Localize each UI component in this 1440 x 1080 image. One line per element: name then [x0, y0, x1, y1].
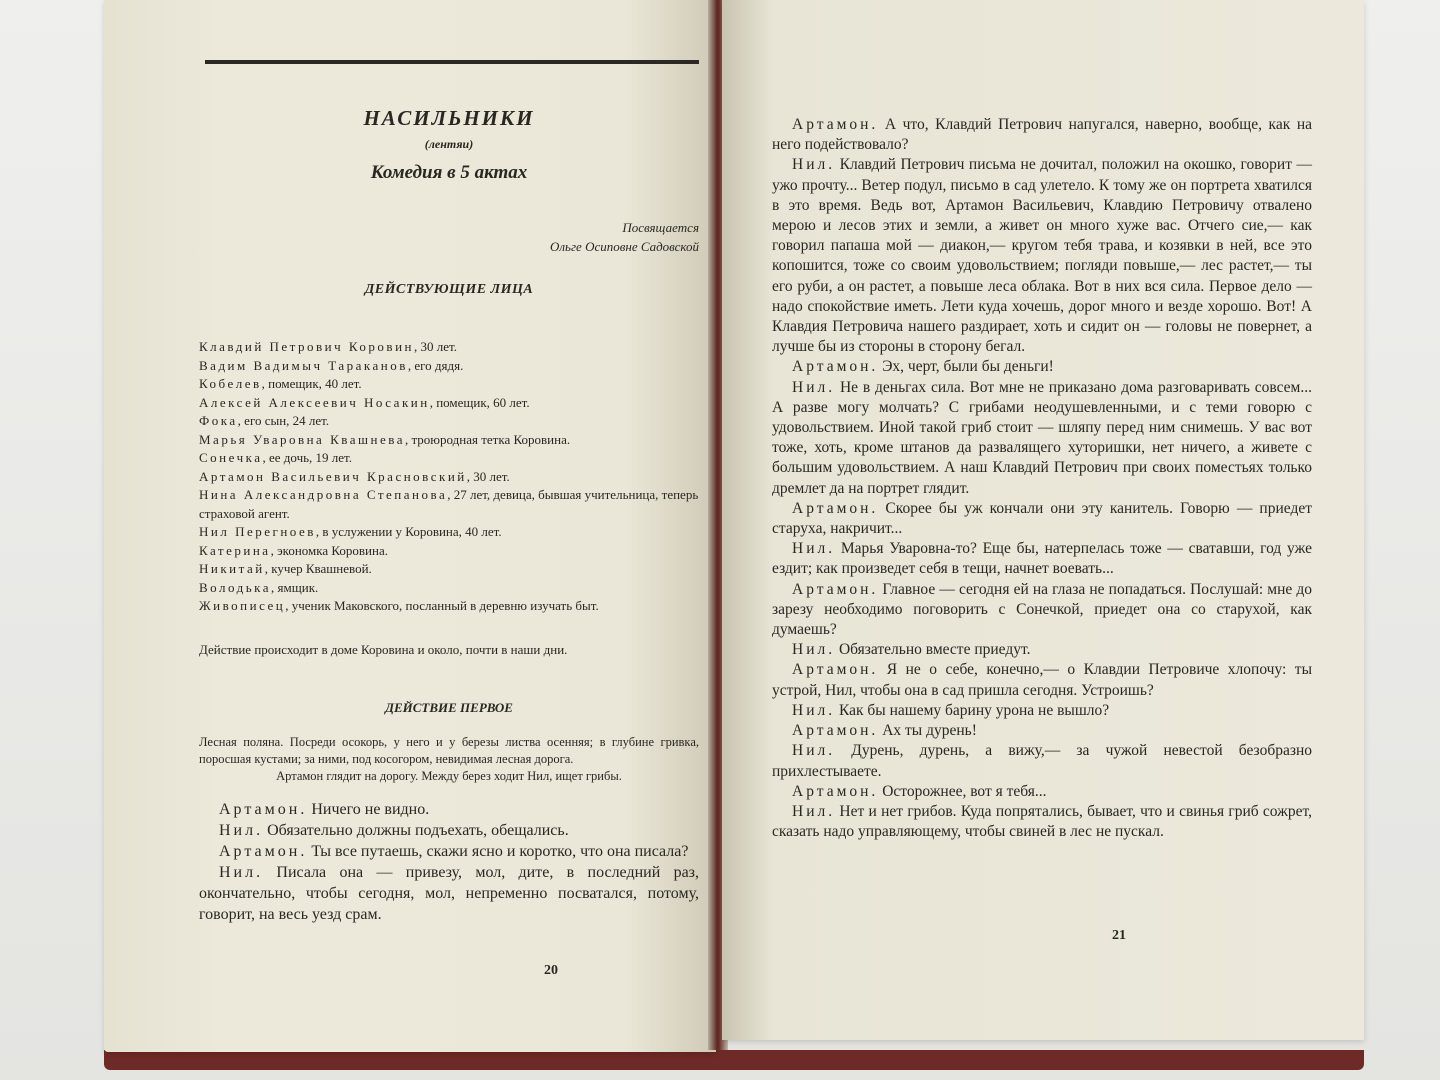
dialog-line: [772, 499, 1312, 539]
cast-item: [199, 431, 699, 450]
page-number: 21: [1112, 928, 1126, 943]
dialog-text: Не в деньгах сила. Вот мне не приказано дома разговаривать совсем... А разве могу молчать? С грибами неодушевленными, и с теми говорю с удовольствием. Иной такой гриб стоит — шляпу перед ним снимешь. У вас вот тоже, хоть, кроме штанов да развалящего хуторишки, нет ничего, а живете с большим удовольствием. А наш Клавдий Петрович при своих поместьях только дремлет да на портрет глядит.: [772, 378, 1312, 497]
cast-name: Живописец: [199, 598, 286, 613]
dialog-text: Главное — сегодня ей на глаза не попадаться. Послушай: мне до зарезу необходимо поговорить с Сонечкой, приедет она со старухой, как думаешь?: [772, 580, 1312, 639]
dialog-text: Дурень, дурень, а вижу,— за чужой невестой безобразно прихлестываете.: [772, 742, 1312, 780]
cast-name: Нина Александровна Степанова: [199, 487, 448, 502]
play-title: НАСИЛЬНИКИ: [363, 106, 535, 130]
dialog-text: Ты все путаешь, скажи ясно и коротко, что она писала?: [307, 842, 689, 860]
dedication-line: Ольге Осиповне Садовской: [550, 239, 699, 254]
dedication: [199, 218, 699, 256]
cast-heading: ДЕЙСТВУЮЩИЕ ЛИЦА: [364, 282, 534, 297]
speaker-name: Нил.: [792, 540, 836, 558]
cast-name: Кобелев: [199, 376, 262, 391]
cast-name: Никитай: [199, 561, 265, 576]
speaker-name: Нил.: [792, 378, 836, 396]
cast-name: Нил Перегноев: [199, 524, 316, 539]
dialog-text: Марья Уваровна-то? Еще бы, натерпелась тоже — сватавши, год уже ездит; как произведет себя в тещи, начнет воевать...: [772, 540, 1312, 578]
dialog-line: [772, 701, 1312, 721]
dialog-block: [199, 799, 699, 925]
cast-description: , ее дочь, 19 лет.: [262, 450, 353, 465]
play-subtitle: (лентяи): [424, 137, 474, 151]
stage-direction: [199, 734, 699, 785]
left-page-content: [199, 60, 699, 925]
cast-name: Артамон Васильевич Красновский: [199, 468, 467, 484]
cast-description: , кучер Квашневой.: [264, 561, 372, 576]
dialog-text: Ничего не видно.: [307, 800, 430, 818]
dialog-line: [772, 539, 1312, 579]
cast-description: , ямщик.: [271, 579, 319, 595]
dialog-line: [772, 721, 1312, 741]
dialog-line: [772, 640, 1312, 660]
header-rule: [205, 60, 699, 64]
speaker-name: Нил.: [792, 641, 836, 659]
speaker-name: Артамон.: [792, 116, 879, 133]
speaker-name: Нил.: [792, 742, 836, 760]
dialog-text: Эх, черт, были бы деньги!: [878, 358, 1054, 376]
dialog-line: [772, 155, 1312, 357]
cast-item: [199, 468, 699, 487]
dialog-text: Я не о себе, конечно,— о Клавдии Петровиче хлопочу: ты устрой, Нил, чтобы она в сад пришла сегодня. Устроишь?: [772, 661, 1312, 699]
cast-item: [199, 542, 699, 561]
dialog-line: [772, 802, 1312, 842]
dialog-text: Осторожнее, вот я тебя...: [878, 782, 1047, 800]
dialog-line: [772, 357, 1312, 377]
speaker-name: Нил.: [219, 821, 264, 839]
cast-description: , экономка Коровина.: [270, 542, 388, 558]
speaker-name: Артамон.: [792, 661, 879, 679]
cast-description: , его сын, 24 лет.: [237, 413, 330, 428]
cast-name: Алексей Алексеевич Носакин: [199, 394, 430, 410]
dialog-block: [772, 115, 1312, 842]
left-page: [104, 0, 716, 1052]
speaker-name: Артамон.: [792, 358, 879, 376]
speaker-name: Артамон.: [792, 499, 879, 517]
cast-description: , 27 лет, девица, бывшая учительница, теперь страховой агент.: [199, 487, 699, 521]
dialog-line: [772, 782, 1312, 802]
act-heading: ДЕЙСТВИЕ ПЕРВОЕ: [385, 699, 513, 715]
dialog-line: [772, 115, 1312, 155]
book-cover-edge: [104, 1050, 1364, 1070]
cast-name: Вадим Вадимыч Тараканов: [199, 357, 408, 373]
cast-item: [199, 338, 699, 357]
dialog-line: [199, 841, 699, 862]
cast-item: [199, 486, 699, 523]
cast-name: Клавдий Петрович Коровин: [199, 339, 414, 354]
speaker-name: Артамон.: [219, 842, 308, 860]
cast-item: [199, 597, 699, 616]
cast-item: [199, 560, 699, 579]
dialog-text: Ах ты дурень!: [878, 722, 977, 740]
dialog-line: [772, 580, 1312, 641]
dialog-text: Как бы нашему барину урона не вышло?: [835, 701, 1110, 719]
cast-description: , в услужении у Коровина, 40 лет.: [315, 524, 502, 539]
open-book: [104, 0, 1364, 1080]
cast-description: , ученик Маковского, посланный в деревню изучать быт.: [285, 598, 599, 613]
right-page: [722, 0, 1364, 1040]
dialog-text: Нет и нет грибов. Куда попрятались, бывает, что и свинья гриб сожрет, сказать надо управляющему, чтобы свиней в лес не пускал.: [772, 802, 1312, 841]
dialog-line: [772, 741, 1312, 781]
dialog-line: [199, 799, 699, 820]
setting-note: Действие происходит в доме Коровина и около, почти в наши дни.: [199, 641, 568, 657]
stage-direction-text: Лесная поляна. Посреди осокорь, у него и у березы листва осенняя; в глубине гривка, поросшая кустами; за ними, под косогором, невидимая лесная дорога.: [199, 734, 699, 766]
speaker-name: Артамон.: [219, 800, 308, 818]
cast-description: , помещик, 60 лет.: [429, 394, 530, 410]
cast-description: , его дядя.: [407, 357, 464, 373]
cast-item: [199, 394, 699, 413]
dialog-line: [772, 378, 1312, 499]
cast-name: Марья Уваровна Квашнева: [199, 431, 405, 447]
cast-item: [199, 412, 699, 431]
dialog-text: Обязательно вместе приедут.: [835, 641, 1031, 659]
dedication-line: Посвящается: [622, 220, 699, 235]
speaker-name: Нил.: [792, 701, 836, 719]
cast-item: [199, 449, 699, 468]
speaker-name: Артамон.: [792, 722, 879, 740]
cast-description: , 30 лет.: [466, 468, 510, 484]
cast-description: , помещик, 40 лет.: [261, 376, 362, 391]
dialog-line: [772, 660, 1312, 700]
speaker-name: Нил.: [792, 156, 836, 174]
cast-name: Сонечка: [199, 450, 263, 465]
dialog-text: А что, Клавдий Петрович напугался, наверно, вообще, как на него подействовало?: [772, 116, 1312, 154]
dialog-line: [199, 820, 699, 841]
cast-item: [199, 523, 699, 542]
cast-name: Фока: [199, 413, 238, 428]
dialog-text: Скорее бы уж кончали они эту канитель. Говорю — приедет старуха, накричит...: [772, 499, 1312, 538]
dialog-text: Обязательно должны подъехать, обещались.: [263, 821, 569, 839]
speaker-name: Нил.: [219, 863, 264, 881]
cast-item: [199, 357, 699, 376]
cast-name: Катерина: [199, 542, 271, 558]
dialog-text: Клавдий Петрович письма не дочитал, положил на окошко, говорит — ужо прочту... Ветер подул, письмо в сад улетело. К тому же он портрета хватился в это время. Ведь вот, Артамон Васильевич, Клавдию Петровичу отвалено мерою и лесов этих и земли, а живет он много хуже вас. Отчего сие,— как говорил папаша мой — диакон,— кругом тебя трава, и козявки в ней, все это копошится, тоже со своим удовольствием; погляди повыше,— лес растет,— ты его руби, а он растет, а повыше леса облака. Вот в них вся сила. Первое дело — надо спокойствие иметь. Лети куда хочешь, дорог много и везде хорошо. Вот! А Клавдия Петровича нашего раздирает, хоть и сидит он — головы не повернет, а лучше бы из стороны в сторону бегал.: [772, 156, 1312, 356]
cast-description: , 30 лет.: [413, 339, 457, 354]
dialog-text: Писала она — привезу, мол, дите, в последний раз, окончательно, чтобы сегодня, мол, непременно посватался, потому, говорит, на весь уезд срам.: [199, 863, 699, 923]
play-genre: Комедия в 5 актах: [370, 162, 528, 183]
dialog-line: [199, 862, 699, 925]
cast-description: , троюродная тетка Коровина.: [404, 431, 571, 447]
speaker-name: Нил.: [792, 802, 836, 820]
stage-direction-text: Артамон глядит на дорогу. Между берез ходит Нил, ищет грибы.: [276, 768, 622, 783]
page-number: 20: [544, 963, 558, 978]
cast-item: [199, 375, 699, 394]
cast-name: Володька: [199, 579, 272, 595]
cast-item: [199, 579, 699, 598]
speaker-name: Артамон.: [792, 580, 879, 598]
cast-list: [199, 338, 699, 616]
speaker-name: Артамон.: [792, 782, 879, 800]
right-page-content: [772, 115, 1312, 842]
